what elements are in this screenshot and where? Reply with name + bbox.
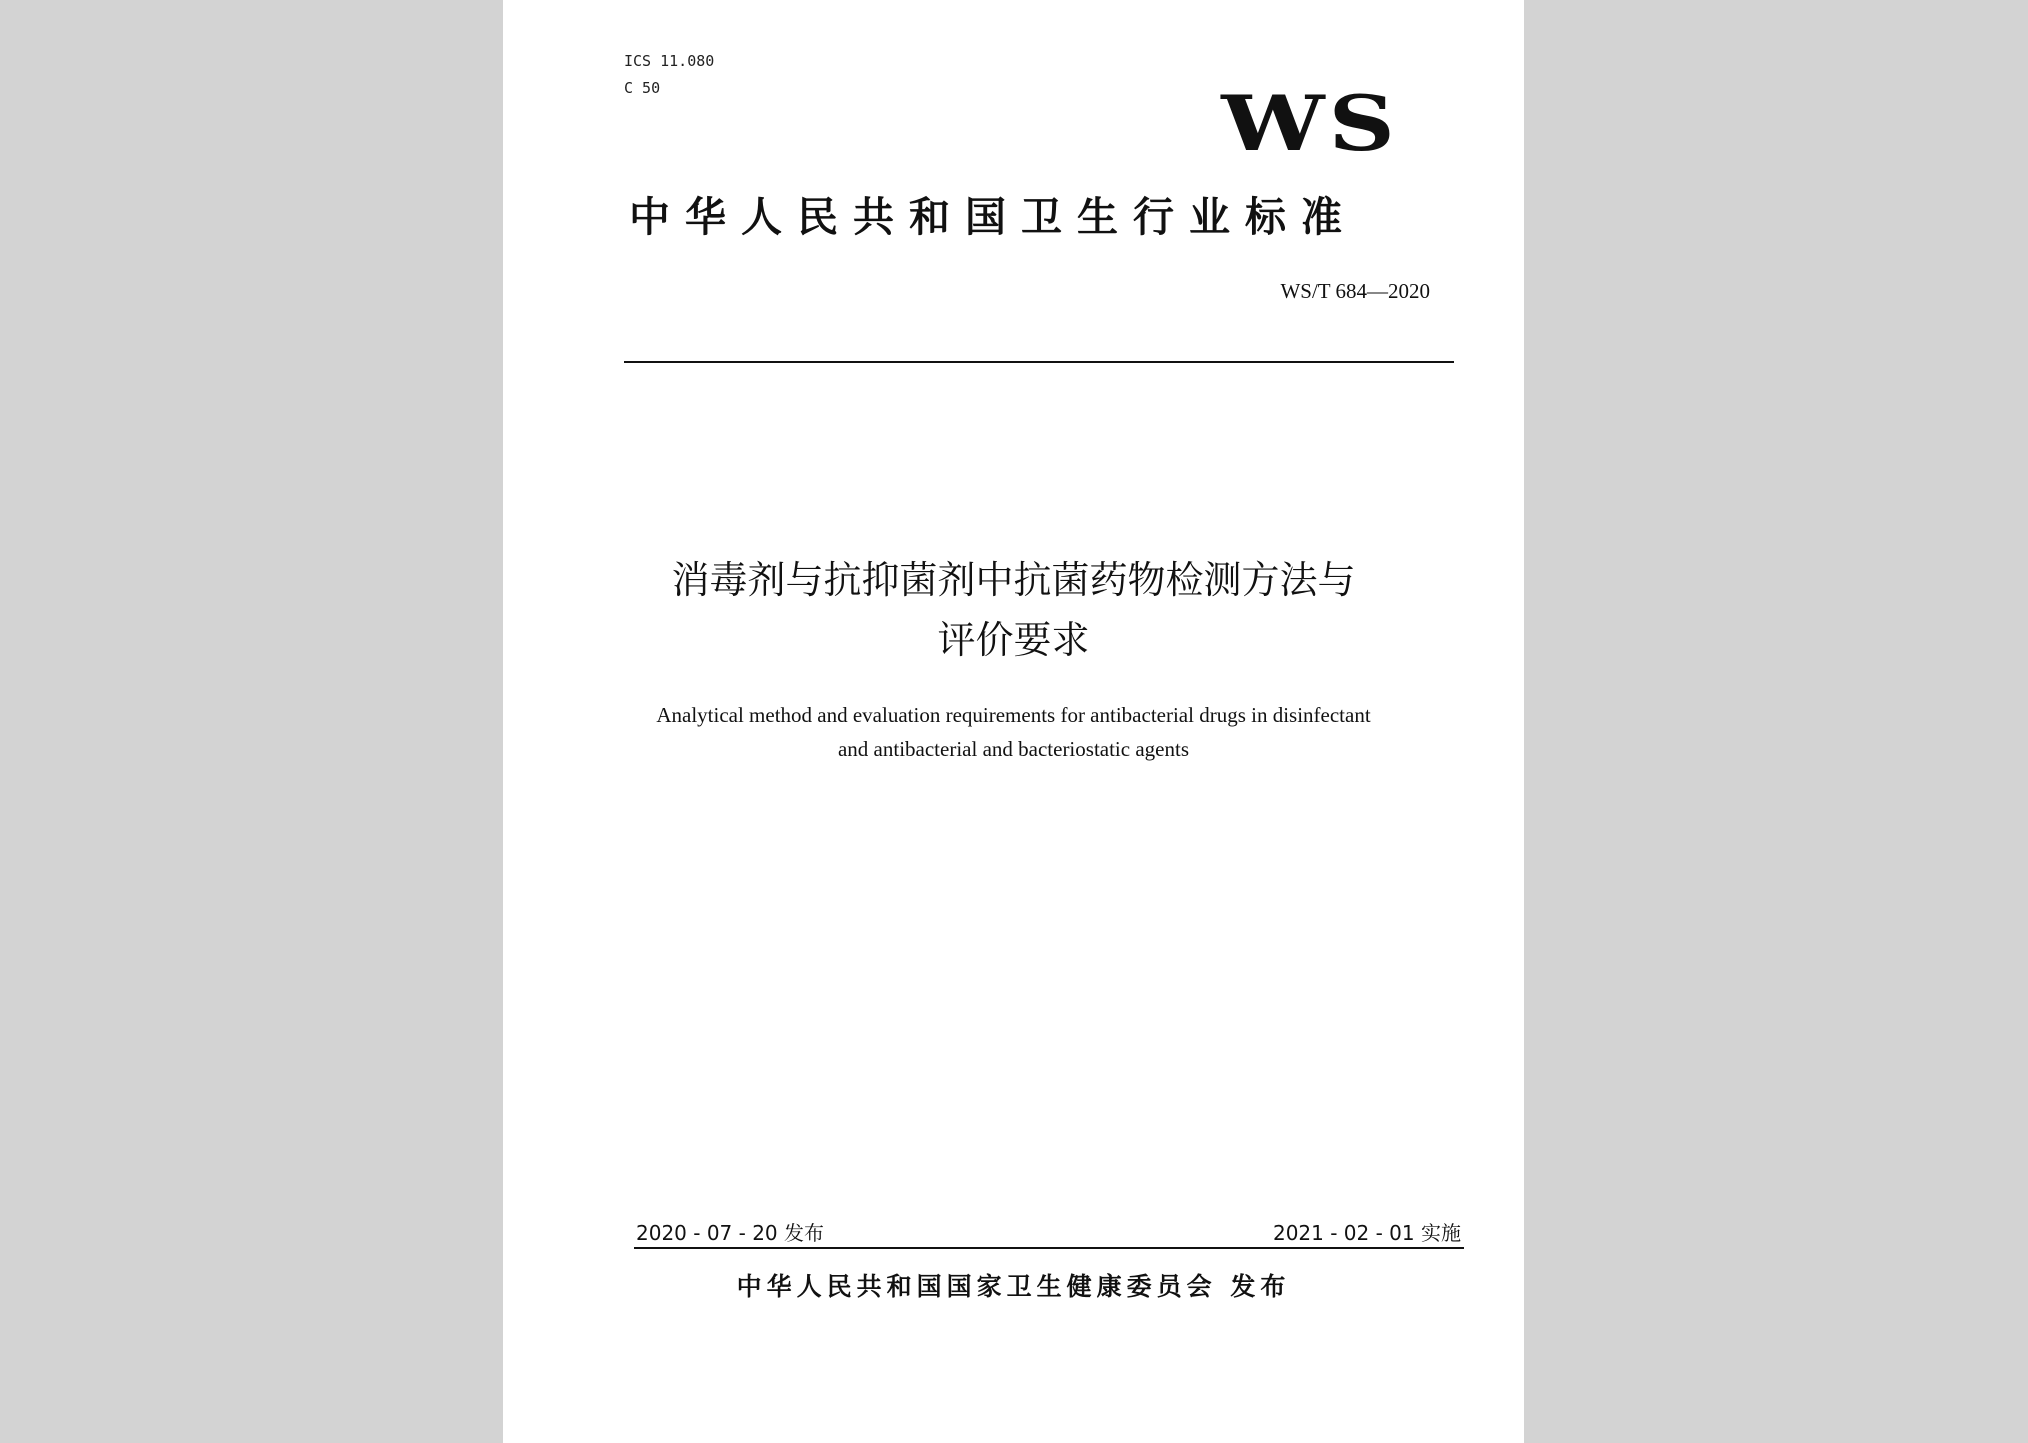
document-page	[503, 0, 1524, 1443]
issuing-authority: 中华人民共和国国家卫生健康委员会 发布	[736, 1272, 1291, 1301]
ics-code: ICS 11.080	[624, 52, 715, 70]
chinese-title-line-2: 评价要求	[937, 618, 1090, 662]
implement-date: 2021 - 02 - 01 实施	[1272, 1221, 1461, 1245]
footer-divider	[634, 1247, 1464, 1249]
standard-number: WS/T 684—2020	[1280, 279, 1430, 303]
english-title-line-1: Analytical method and evaluation requirements for antibacterial drugs in disinfectant	[656, 703, 1371, 727]
ccs-code: C 50	[624, 79, 661, 97]
chinese-title-line-1: 消毒剂与抗抑菌剂中抗菌药物检测方法与	[671, 558, 1356, 602]
ws-logo: WS	[1221, 79, 1399, 168]
classification-codes	[624, 48, 714, 102]
english-title-line-2: and antibacterial and bacteriostatic agents	[837, 737, 1189, 761]
publish-date: 2020 - 07 - 20 发布	[636, 1221, 825, 1245]
chinese-title	[503, 550, 1524, 670]
header-divider	[624, 361, 1454, 363]
english-title	[503, 698, 1524, 766]
standard-category: 中华人民共和国卫生行业标准	[629, 193, 1357, 241]
